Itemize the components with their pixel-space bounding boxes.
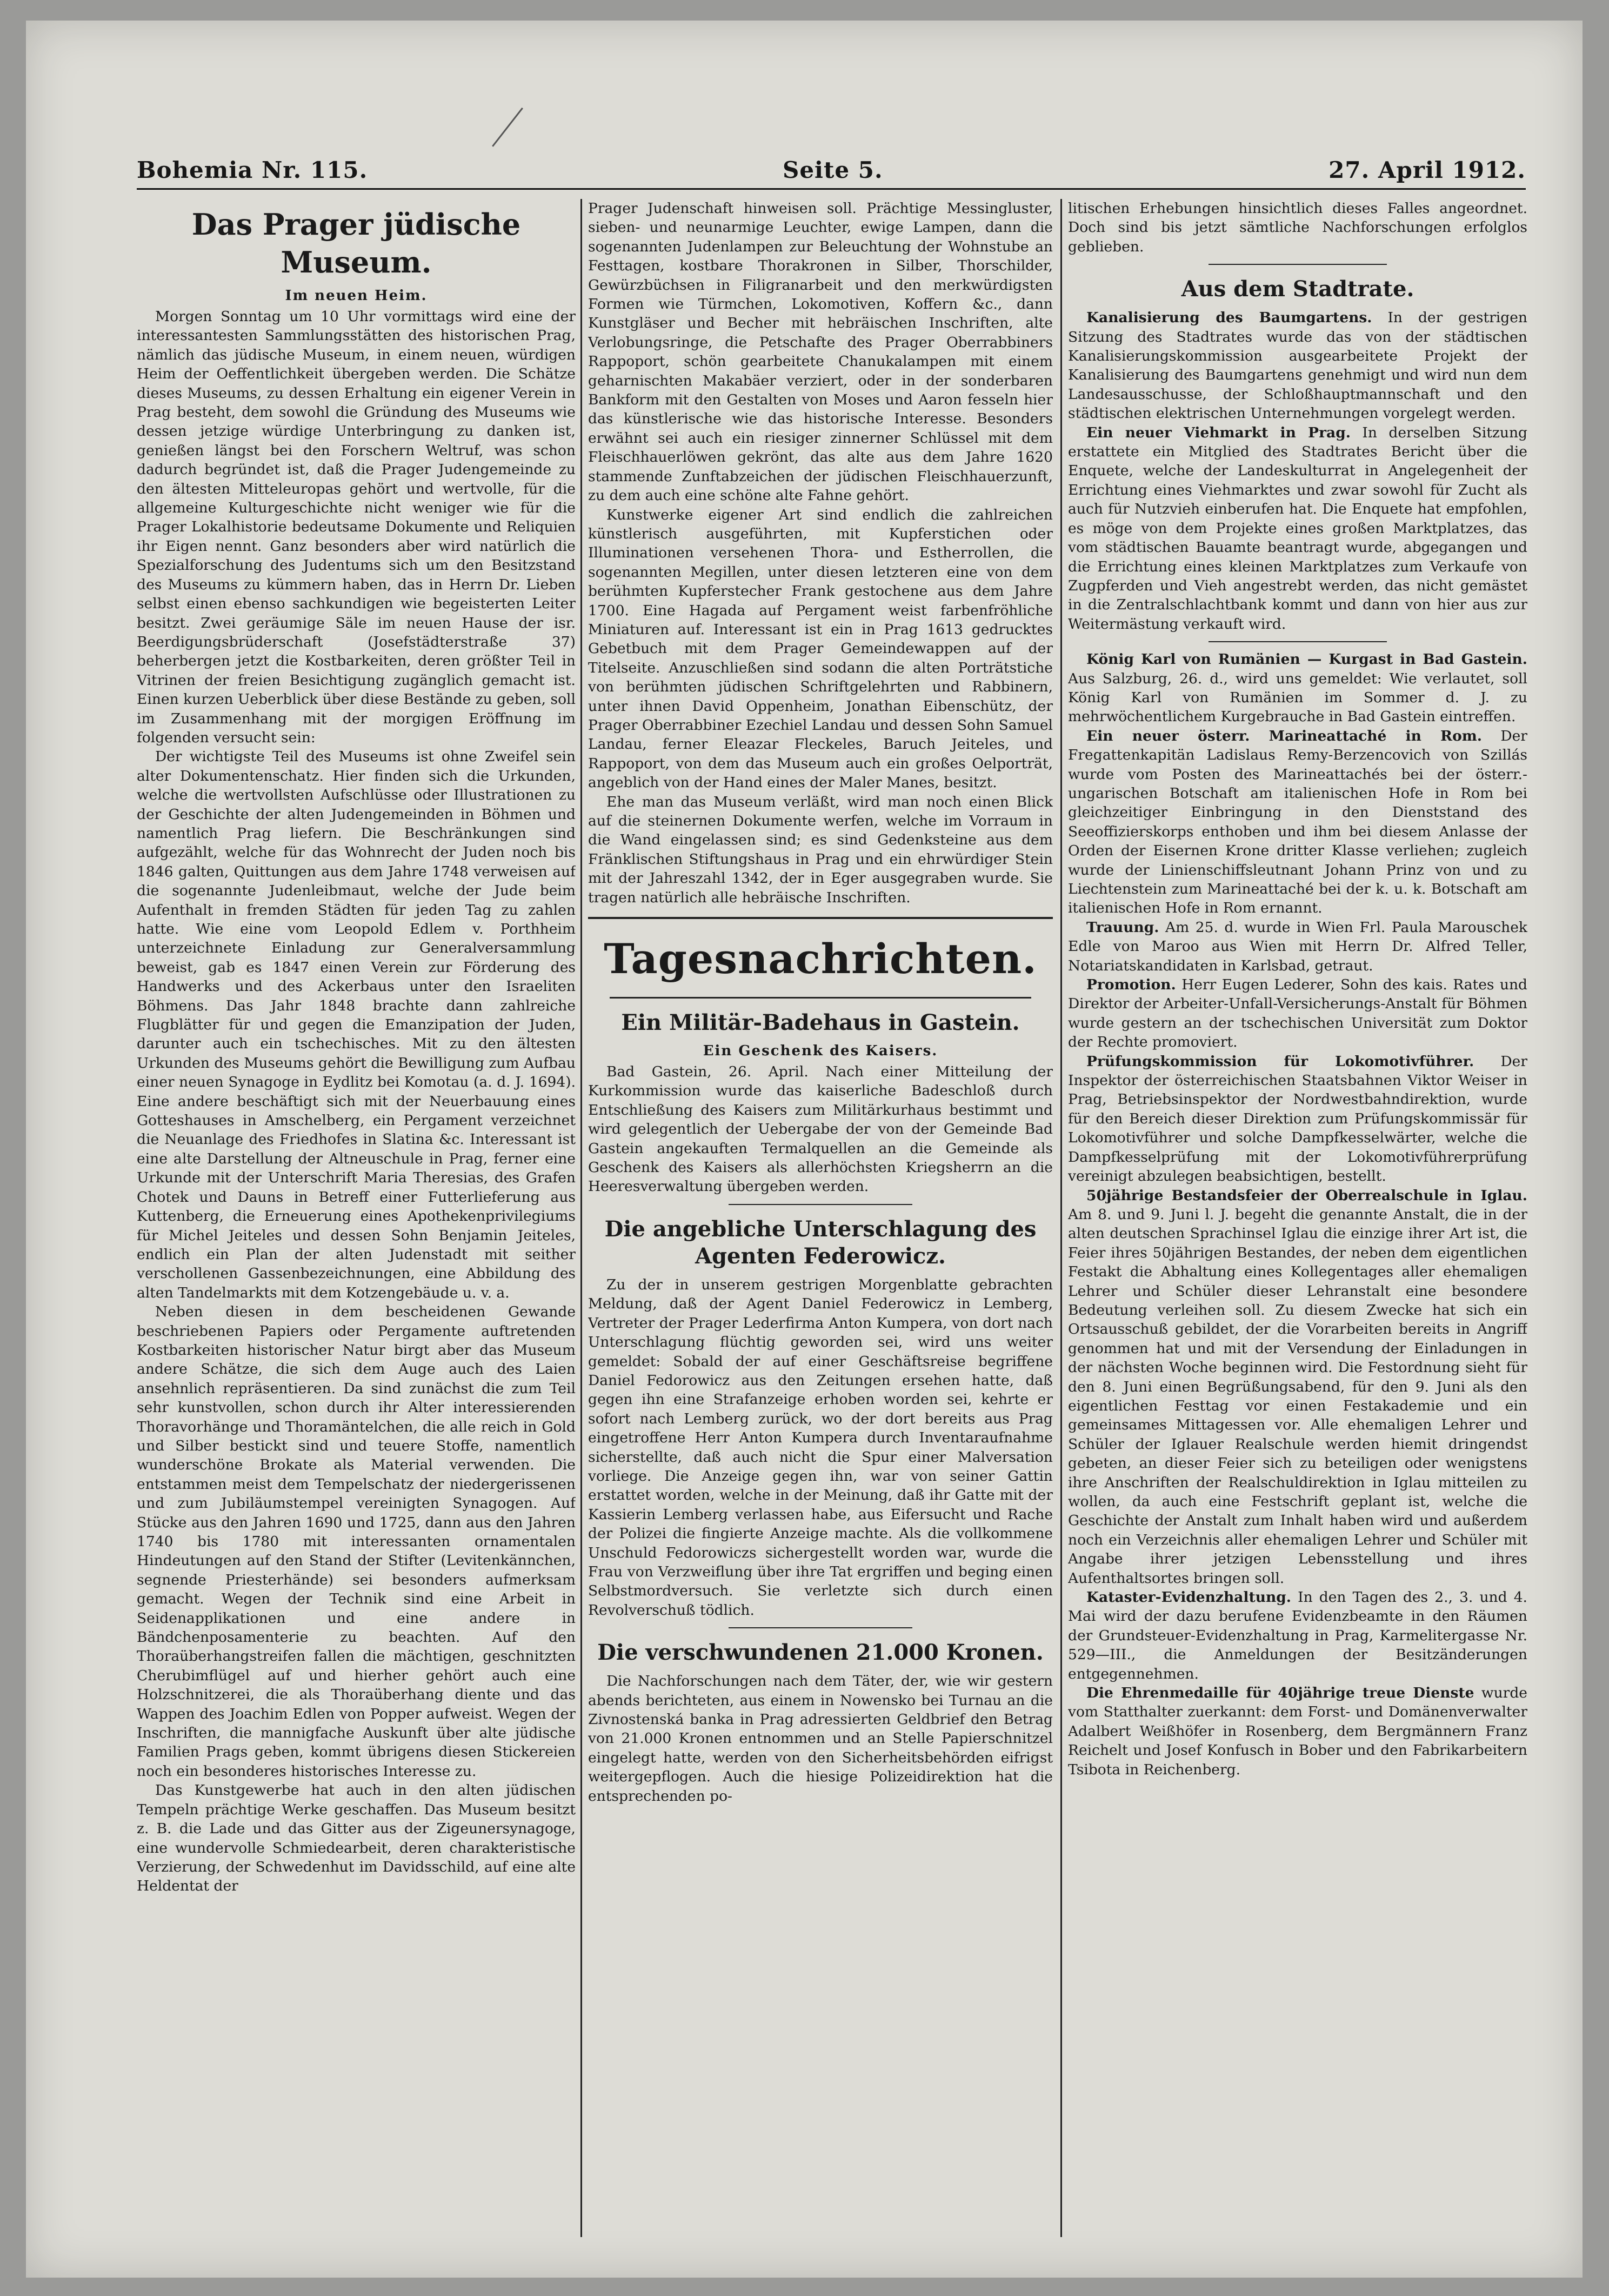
news-item-lead: Kanalisierung des Baumgartens. bbox=[1086, 309, 1372, 327]
news-item bbox=[1068, 650, 1527, 727]
section-title: Aus dem Stadtrate. bbox=[1181, 276, 1414, 302]
news-item-text: In der gestrigen Sitzung des Stadtrates wurde das von der städtischen Kanalisierungskommission ausgearbeitete Projekt der Kanalisierung des Baumgartens genehmigt und wird nun dem Landesausschusse, der Schloßhauptmannschaft und den städtischen elektrischen Unternehmungen vorgelegt werden. bbox=[1068, 309, 1527, 422]
news-item-text: In den Tagen des 2., 3. und 4. Mai wird der dazu berufene Evidenzbeamte in den Räumen der Grundsteuer-Evidenzhaltung in Prag, Karmelitergasse Nr. 529—III., die Anmeldungen der Besitzänderungen entgegennehmen. bbox=[1068, 1589, 1527, 1682]
news-item bbox=[1068, 918, 1527, 975]
news-item-text: Der Fregattenkapitän Ladislaus Remy-Berzencovich von Szillás wurde vom Posten des Marineattachés bei der österr.-ungarischen Botschaft am italienischen Hofe in Rom bei gleichzeitiger Einbringung in den Dienststand des Seeoffizierskorps enthoben und ihm bei diesem Anlasse der Orden der Eisernen Krone dritter Klasse verliehen; zugleich wurde der Linienschiffsleutnant Johann Prinz von und zu Liechtenstein zum Marineattaché bei der k. u. k. Botschaft am italienischen Hofe in Rom ernannt. bbox=[1068, 727, 1527, 917]
news-item-text: Der Inspektor der österreichischen Staatsbahnen Viktor Weiser in Prag, Betriebsinspektor der Nordwestbahndirektion, wurde für den Bereich dieser Direktion zum Prüfungskommissär für Lokomotivführer und solche Dampfkesselwärter, welche die Dampfkesselprüfung mit der Lokomotivführerprüfung vereinigt abzulegen beabsichtigen, bestellt. bbox=[1068, 1053, 1527, 1185]
divider bbox=[1209, 641, 1387, 642]
news-item-lead: Promotion. bbox=[1086, 976, 1176, 994]
article-title: Die angebliche Unterschlagung des Agenten Federowicz. bbox=[604, 1216, 1037, 1269]
news-item-text: wurde vom Statthalter zuerkannt: dem Forst- und Domänenverwalter Adalbert Weißhöfer in Rosenberg, dem Bergmännern Franz Reichelt und Josef Konfusch in Bober und den Fabrikarbeitern Tsibota in Reichenberg. bbox=[1068, 1685, 1527, 1778]
news-item bbox=[1068, 1683, 1527, 1779]
paragraph: Die Nachforschungen nach dem Täter, der, wie wir gestern abends berichteten, aus einem in Nowensko bei Turnau an die Zivnostenská banka in Prag adressierten Geldbrief den Betrag von 21.000 Kronen entnommen und an Stelle Papierschnitzel eingelegt hatte, werden von den Sicherheitsbehörden eifrigst weitergepflogen. Auch die hiesige Polizeidirektion hat die entsprechenden po- bbox=[588, 1673, 1053, 1805]
news-item-lead: Die Ehrenmedaille für 40jährige treue Dienste bbox=[1086, 1685, 1474, 1702]
section-divider bbox=[588, 917, 1053, 919]
news-item bbox=[1068, 423, 1527, 634]
paragraph: Der wichtigste Teil des Museums ist ohne Zweifel sein alter Dokumentenschatz. Hier finden sich die Urkunden, welche die wertvollsten Aufschlüsse oder Illustrationen zu der Geschichte der alten Judengemeinden in Böhmen und namentlich Prag liefern. Die Beschränkungen sind aufgezählt, welche für das Wohnrecht der Juden noch bis 1846 galten, Quittungen aus dem Jahre 1748 verweisen auf die sogenannte Judenleibmaut, welche der Jude beim Aufenthalt in fremden Städten für jeden Tag zu zahlen hatte. Wie eine vom Leopold Edlem v. Porthheim unterzeichnete Einladung zur Generalversammlung beweist, gab es 1847 einen Verein zur Förderung des Handwerks und des Ackerbaus unter den Israeliten Böhmens. Das Jahr 1848 brachte dann zahlreiche Flugblätter für und gegen die Emanzipation der Juden, darunter auch ein tschechisches. Mit zu den ältesten Urkunden des Museums gehört die Bewilligung zum Aufbau einer neuen Synagoge in Eydlitz bei Komotau (a. d. J. 1694). Eine andere beschäftigt sich mit der Neuerbauung eines Gotteshauses in Amschelberg, ein Pergament verzeichnet die Neuanlage des Friedhofes in Slatina &c. Interessant ist eine alte Darstellung der Altneuschule in Prag, ferner eine Urkunde mit der Unterschrift Maria Theresias, des Grafen Chotek und Dauns in Betreff einer Futterlieferung aus Kuttenberg, die Erneuerung eines Apothekenprivilegiums für Michel Jeiteles und dessen Sohn Benjamin Jeiteles, endlich ein Plan der alten Judenstadt mit seither verschollenen Gassenbezeichnungen, eine Abbildung des alten Tandelmarkts mit dem Kotzengebäude u. v. a. bbox=[137, 748, 576, 1301]
news-item-text: Herr Eugen Lederer, Sohn des kais. Rates und Direktor der Arbeiter-Unfall-Versicherungs-Anstalt für Böhmen wurde gestern an der tschechischen Universität zum Doktor der Rechte promoviert. bbox=[1068, 976, 1527, 1051]
paragraph: Zu der in unserem gestrigen Morgenblatte gebrachten Meldung, daß der Agent Daniel Federowicz in Lemberg, Vertreter der Prager Lederfirma Anton Kumpera, von dort nach Unterschlagung flüchtig geworden sei, wird uns weiter gemeldet: Sobald der auf einer Geschäftsreise begriffene Daniel Fedorowicz aus den Zeitungen ersehen hatte, daß gegen ihn eine Strafanzeige erhoben worden sei, kehrte er sofort nach Lemberg zurück, wo der dort bereits aus Prag eingetroffene Herr Anton Kumpera durch Inventaraufnahme sicherstellte, daß auch nicht die Spur einer Malversation vorliege. Die Anzeige gegen ihn, war von seiner Gattin erstattet worden, welche in der Meinung, daß ihr Gatte mit der Kassierin Lemberg verlassen habe, aus Eifersucht und Rache der Polizei die fingierte Anzeige machte. Als die vollkommene Unschuld Fedorowiczs sichergestellt worden war, wurde die Frau von Verzweiflung über ihre Tat ergriffen und beging einen Selbstmordversuch. Sie verletzte sich durch einen Revolverschuß tödlich. bbox=[588, 1276, 1053, 1619]
section-title: Tagesnachrichten. bbox=[604, 935, 1037, 983]
paragraph: Morgen Sonntag um 10 Uhr vormittags wird eine der interessantesten Sammlungsstätten des historischen Prag, nämlich das jüdische Museum, in einem neuen, würdigen Heim der Oeffentlichkeit übergeben werden. Die Schätze dieses Museums, zu dessen Erhaltung ein eigener Verein in Prag besteht, dem sowohl die Gründung des Museums wie dessen jetzige würdige Unterbringung zu danken ist, genießen längst bei den Forschern Weltruf, was schon dadurch begründet ist, daß die Prager Judengemeinde zu den ältesten Mitteleuropas gehört und wertvolle, für die allgemeine Kulturgeschichte nicht weniger wie für die Prager Lokalhistorie bedeutsame Dokumente und Reliquien ihr Eigen nennt. Ganz besonders aber wird natürlich die Spezialforschung des Judentums sich um den Besitzstand des Museums zu kümmern haben, das in Herrn Dr. Lieben selbst einen ebenso sachkundigen wie begeisterten Leiter besitzt. Zwei geräumige Säle im neuen Hause der isr. Beerdigungsbrüderschaft (Josefstädterstraße 37) beherbergen jetzt die Kostbarkeiten, deren größter Teil in Vitrinen der freien Besichtigung zugänglich gemacht ist. Einen kurzen Ueberblick über diese Bestände zu geben, soll im Zusammenhang mit der morgigen Eröffnung im folgenden versucht sein: bbox=[137, 308, 576, 746]
divider bbox=[610, 997, 1031, 999]
divider bbox=[1209, 264, 1387, 265]
news-item bbox=[1068, 1588, 1527, 1683]
page-header bbox=[137, 156, 1526, 190]
news-item-lead: Prüfungskommission für Lokomotivführer. bbox=[1086, 1053, 1474, 1070]
paragraph: Neben diesen in dem bescheidenen Gewande beschriebenen Papiers oder Pergamente auftretenden Kostbarkeiten historischer Natur birgt aber das Museum andere Schätze, die sich dem Auge auch des Laien ansehnlich repräsentieren. Da sind zunächst die zum Teil sehr kunstvollen, schon durch ihr Alter interessierenden Thoravorhänge und Thoramäntelchen, die alle reich in Gold und Silber bestickt sind und teuere Stoffe, namentlich wunderschöne Brokate als Material verwenden. Die entstammen meist dem Tempelschatz der niedergerissenen und zum Jubiläumstempel vereinigten Synagogen. Auf Stücke aus den Jahren 1690 und 1725, dann aus den Jahren 1740 bis 1780 mit interessanten ornamentalen Hindeutungen auf den Stand der Stifter (Levitenkännchen, segnende Priesterhände) sei besonders aufmerksam gemacht. Wegen der Technik sind eine Arbeit in Seidenapplikationen und eine andere in Bändchenposamenterie zu beachten. Auf den Thoraüberhangstreifen fallen die mächtigen, geschnitzten Cherubimflügel auf und hierher gehört auch eine Holzschnitzerei, die als Thoraüberhang diente und das Wappen des Joachim Edlen von Popper aufweist. Wegen der Inschriften, die mannigfache Auskunft über alte jüdische Familien Prags geben, kommt übrigens diesen Stickereien noch ein besonderes historisches Interesse zu. bbox=[137, 1303, 576, 1780]
header-date: 27. April 1912. bbox=[1328, 157, 1526, 183]
news-item-text: In derselben Sitzung erstattete ein Mitglied des Stadtrates Bericht über die Enquete, welche der Landeskulturrat in Angelegenheit der Errichtung eines Viehmarktes und zwar sowohl für Zucht als auch für Nutzvieh einberufen hat. Die Enquete hat empfohlen, es möge von dem Projekte eines großen Marktplatzes, das vom städtischen Bauamte beantragt wurde, abgegangen und die Errichtung eines kleinen Marktplatzes zum Verkaufe von Zugpferden und Vieh angestrebt werden, das nicht gemästet in die Zentralschlachtbank kommt und dann von hier aus zur Weitermästung verkauft wird. bbox=[1068, 424, 1527, 633]
paragraph: Das Kunstgewerbe hat auch in den alten jüdischen Tempeln prächtige Werke geschaffen. Das Museum besitzt z. B. die Lade und das Gitter aus der Zigeunersynagoge, eine wundervolle Schmiedearbeit, deren charakteristische Verzierung, der Schwedenhut im Davidsschild, auf eine alte Heldentat der bbox=[137, 1782, 576, 1895]
paragraph: Kunstwerke eigener Art sind endlich die zahlreichen künstlerisch ausgeführten, mit Kupferstichen oder Illuminationen versehenen Thora- und Estherrollen, die sogenannten Megillen, unter diesen letzteren eine von dem berühmten Kupferstecher Frank gestochene aus dem Jahre 1700. Eine Hagada auf Pergament weist farbenfröhliche Miniaturen auf. Interessant ist ein in Prag 1613 gedrucktes Gebetbuch mit dem Prager Gemeindewappen auf der Titelseite. Anzuschließen sind sodann die alten Porträtstiche von berühmten jüdischen Schriftgelehrten und Rabbinern, unter ihnen David Oppenheim, Jonathan Eibenschütz, der Prager Oberrabbiner Ezechiel Landau und dessen Sohn Samuel Landau, ferner Eleazar Fleckeles, Baruch Jeiteles, und Rappoport, von dem das Museum auch ein großes Oelporträt, angeblich von der Hand eines der Maler Manes, besitzt. bbox=[588, 506, 1053, 791]
news-item-lead: König Karl von Rumänien — Kurgast in Bad Gastein. bbox=[1086, 651, 1527, 668]
news-item-lead: 50jährige Bestandsfeier der Oberrealschule in Iglau. bbox=[1086, 1187, 1527, 1204]
news-item bbox=[1068, 975, 1527, 1052]
paragraph: Prager Judenschaft hinweisen soll. Prächtige Messingluster, sieben- und neunarmige Leuchter, ewige Lampen, dann die sogenannten Judenlampen zur Beleuchtung der Wohnstube an Festtagen, kostbare Thorakronen in Silber, Thorschilder, Gewürzbüchsen in Filigranarbeit und den merkwürdigsten Formen wie Türmchen, Lokomotiven, Koffern &c., dann Kunstgläser und Becher mit hebräischen Inschriften, alte Verlobungsringe, die Petschafte des Prager Oberrabbiners Rappoport, schön gearbeitete Chanukalampen mit einem geharnischten Makabäer verziert, oder in der sonderbaren Bankform mit den Gestalten von Moses und Aaron fesseln hier das künstlerische wie das historische Interesse. Besonders erwähnt sei auch ein riesiger zinnerner Schlüssel mit dem Fleischhauerlöwen gekrönt, das alte aus dem Jahre 1620 stammende Zunftabzeichen der jüdischen Fleischhauerzunft, zu dem auch eine schöne alte Fahne gehört. bbox=[588, 200, 1053, 504]
article-title: Das Prager jüdische Museum. bbox=[191, 207, 521, 279]
paragraph: Ehe man das Museum verläßt, wird man noch einen Blick auf die steinernen Dokumente werfen, welche im Vorraum in die Wand eingelassen sind; es sind Gedenksteine aus dem Fränklischen Stiftungshaus in Prag und ein ehrwürdiger Stein mit der Jahreszahl 1342, der in Eger ausgegraben wurde. Sie tragen natürlich alle hebräische Inschriften. bbox=[588, 793, 1053, 906]
news-item-text: Am 8. und 9. Juni l. J. begeht die genannte Anstalt, die in der alten deutschen Sprachinsel Iglau die einzige ihrer Art ist, die Feier ihres 50jährigen Bestandes, der neben dem eigentlichen Festakt die Abhaltung eines Kollegentages aller ehemaligen Lehrer und Schüler dieser Lehranstalt eine besondere Bedeutung verleihen soll. Zu diesem Zwecke hat sich ein Ortsausschuß gebildet, der die Vorarbeiten bereits in Angriff genommen hat und mit der Versendung der Einladungen in der nächsten Woche beginnen wird. Die Festordnung sieht für den 8. Juni einen Begrüßungsabend, für den 9. Juni als den eigentlichen Festtag vor einen Festakademie und ein gemeinsames Mittagessen vor. Alle ehemaligen Lehrer und Schüler der Iglauer Realschule werden hiemit dringendst gebeten, an dieser Feier sich zu beteiligen oder wenigstens ihre Anschriften der Realschuldirektion in Iglau mitteilen zu wollen, da auch eine Festschrift geplant ist, welche die Geschichte der Anstalt zum Inhalt haben wird und außerdem noch ein Verzeichnis aller ehemaligen Lehrer und Schüler mit Angabe ihrer jetzigen Lebensstellung und ihres Aufenthaltsortes bringen soll. bbox=[1068, 1206, 1527, 1587]
news-item bbox=[1068, 727, 1527, 918]
article-subtitle: Ein Geschenk des Kaisers. bbox=[703, 1043, 938, 1060]
news-item-text: Aus Salzburg, 26. d., wird uns gemeldet: Wie verlautet, soll König Karl von Rumänien im Sommer d. J. zu mehrwöchentlichem Kurgebrauche in Bad Gastein eintreffen. bbox=[1068, 670, 1527, 726]
news-item bbox=[1068, 308, 1527, 423]
news-item bbox=[1068, 1052, 1527, 1186]
column-1 bbox=[137, 199, 576, 2242]
news-item-lead: Kataster-Evidenzhaltung. bbox=[1086, 1589, 1291, 1606]
column-rule bbox=[1060, 199, 1062, 2237]
header-issue: Bohemia Nr. 115. bbox=[137, 157, 368, 183]
paragraph: litischen Erhebungen hinsichtlich dieses Falles angeordnet. Doch sind bis jetzt sämtliche Nachforschungen erfolglos geblieben. bbox=[1068, 200, 1527, 255]
news-item-text: Am 25. d. wurde in Wien Frl. Paula Marouschek Edle von Maroo aus Wien mit Herrn Dr. Alfred Teller, Notariatskandidaten in Karlsbad, getraut. bbox=[1068, 919, 1527, 974]
divider bbox=[729, 1627, 912, 1628]
news-item bbox=[1068, 1186, 1527, 1588]
article-title: Die verschwundenen 21.000 Kronen. bbox=[597, 1640, 1044, 1666]
column-rule bbox=[580, 199, 582, 2237]
news-item-lead: Trauung. bbox=[1086, 919, 1159, 936]
column-3 bbox=[1068, 199, 1527, 2242]
column-2 bbox=[588, 199, 1053, 2242]
news-item-lead: Ein neuer österr. Marineattaché in Rom. bbox=[1086, 727, 1483, 744]
article-subtitle: Im neuen Heim. bbox=[285, 288, 428, 304]
news-item-lead: Ein neuer Viehmarkt in Prag. bbox=[1086, 424, 1351, 441]
paragraph: Bad Gastein, 26. April. Nach einer Mitteilung der Kurkommission wurde das kaiserliche Badeschloß durch Entschließung des Kaisers zum Militärkurhaus bestimmt und wird gelegentlich der Uebergabe der von der Gemeinde Bad Gastein angekauften Termalquellen an die Gemeinde als Geschenk des Kaisers als allerhöchsten Kriegsherrn an die Heeresverwaltung übergeben werden. bbox=[588, 1063, 1053, 1195]
newspaper-page bbox=[26, 21, 1583, 2278]
header-page-number: Seite 5. bbox=[783, 157, 883, 183]
article-title: Ein Militär-Badehaus in Gastein. bbox=[621, 1010, 1020, 1036]
divider bbox=[729, 1204, 912, 1205]
